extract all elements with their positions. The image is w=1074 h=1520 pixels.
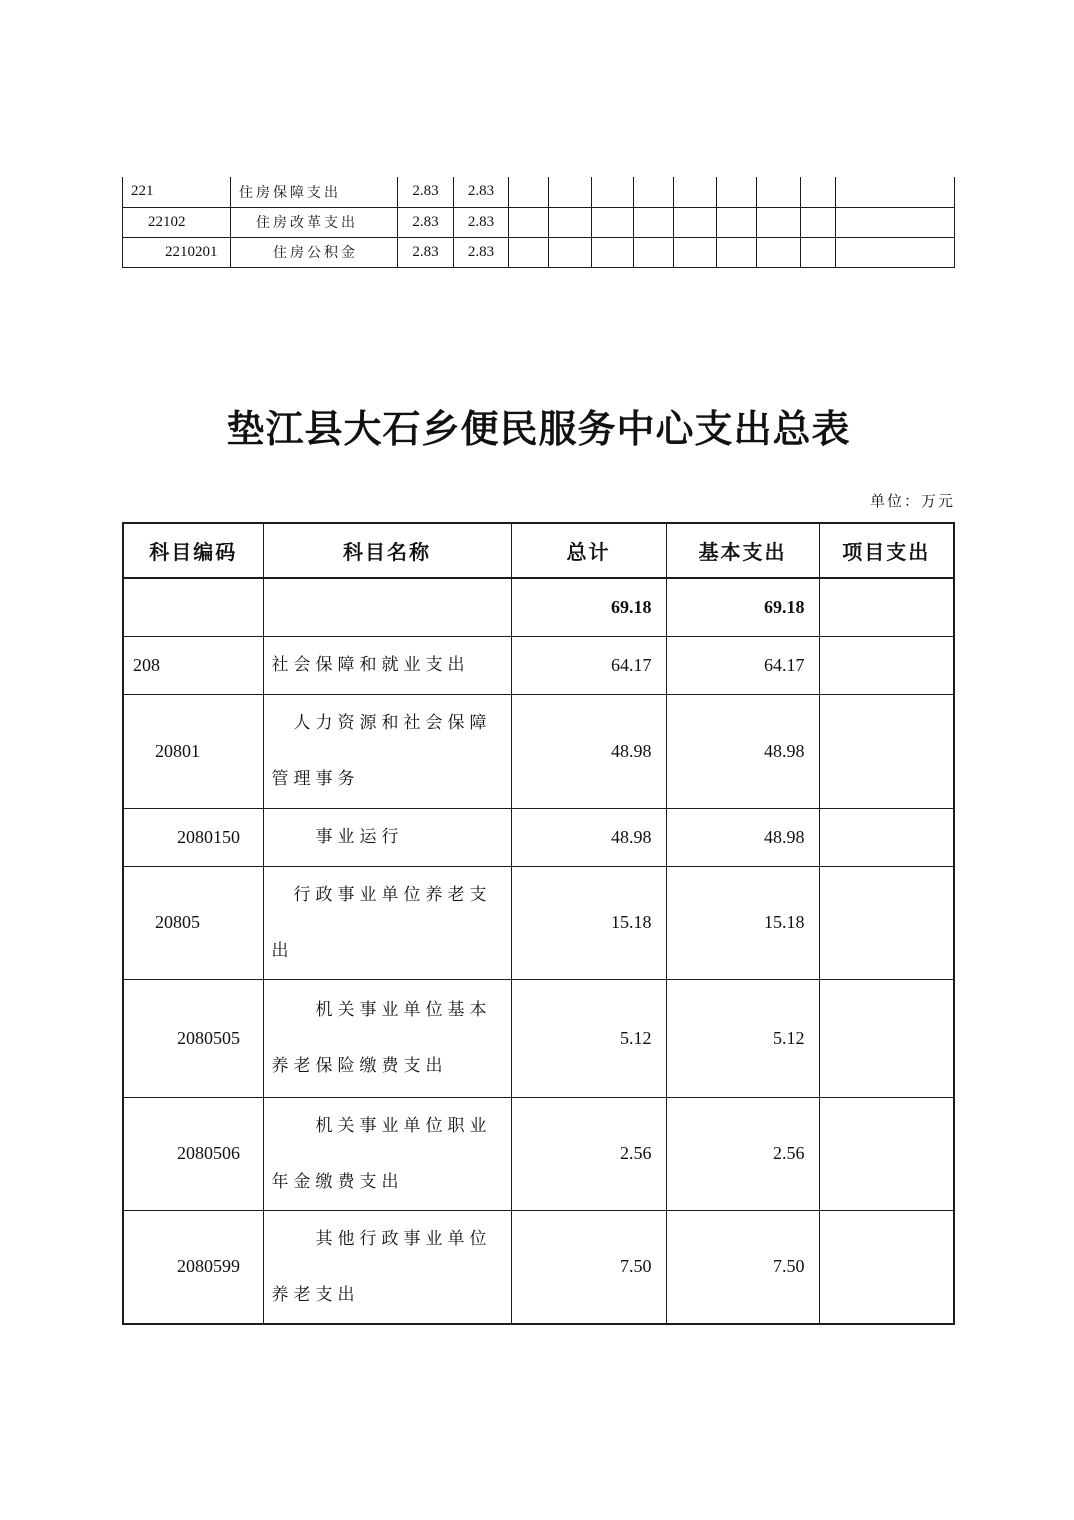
empty-cell (674, 177, 717, 207)
table-row (123, 636, 954, 694)
empty-cell (717, 177, 757, 207)
table-row (123, 808, 954, 866)
empty-cell (509, 237, 549, 267)
empty-cell (674, 207, 717, 237)
table-row (123, 694, 954, 808)
project-cell (819, 636, 954, 694)
code-cell (123, 578, 263, 636)
empty-cell (836, 237, 955, 267)
header-row (123, 523, 954, 578)
name-cell: 住房公积金 (231, 237, 398, 267)
empty-cell (592, 237, 634, 267)
total-cell: 7.50 (511, 1210, 666, 1324)
empty-cell (757, 237, 801, 267)
basic-cell: 5.12 (666, 979, 819, 1097)
empty-cell (549, 237, 592, 267)
basic-cell: 2.83 (454, 207, 509, 237)
basic-cell: 2.83 (454, 237, 509, 267)
total-cell: 48.98 (511, 694, 666, 808)
code-cell: 2080150 (123, 808, 263, 866)
header-basic: 基本支出 (666, 523, 819, 578)
project-cell (819, 1210, 954, 1324)
empty-cell (509, 177, 549, 207)
empty-cell (592, 207, 634, 237)
name-cell: 事业运行 (263, 808, 511, 866)
main-table (122, 522, 955, 1325)
code-cell: 2080599 (123, 1210, 263, 1324)
table-row (123, 866, 954, 979)
basic-cell: 15.18 (666, 866, 819, 979)
name-cell: 住房改革支出 (231, 207, 398, 237)
project-cell (819, 578, 954, 636)
empty-cell (757, 207, 801, 237)
basic-cell: 2.56 (666, 1097, 819, 1210)
empty-cell (634, 207, 674, 237)
empty-cell (634, 177, 674, 207)
empty-cell (836, 177, 955, 207)
project-cell (819, 866, 954, 979)
empty-cell (674, 237, 717, 267)
code-cell: 22102 (123, 207, 231, 237)
header-name: 科目名称 (263, 523, 511, 578)
code-cell: 208 (123, 636, 263, 694)
code-cell: 2210201 (123, 237, 231, 267)
total-cell: 2.83 (398, 237, 454, 267)
empty-cell (549, 177, 592, 207)
table-row (123, 578, 954, 636)
name-cell: 住房保障支出 (231, 177, 398, 207)
name-cell: 社会保障和就业支出 (263, 636, 511, 694)
project-cell (819, 1097, 954, 1210)
total-cell: 69.18 (511, 578, 666, 636)
name-cell: 机关事业单位职业年金缴费支出 (263, 1097, 511, 1210)
code-cell: 2080506 (123, 1097, 263, 1210)
unit-label: 单位：万元 (869, 494, 955, 510)
name-cell (263, 578, 511, 636)
total-cell: 48.98 (511, 808, 666, 866)
table-row (123, 177, 955, 207)
empty-cell (634, 237, 674, 267)
top-table (122, 177, 955, 268)
empty-cell (717, 207, 757, 237)
name-cell: 机关事业单位基本养老保险缴费支出 (263, 979, 511, 1097)
table-row (123, 979, 954, 1097)
table-row (123, 1210, 954, 1324)
empty-cell (801, 177, 836, 207)
total-cell: 2.83 (398, 177, 454, 207)
table-row (123, 1097, 954, 1210)
basic-cell: 2.83 (454, 177, 509, 207)
project-cell (819, 808, 954, 866)
empty-cell (801, 207, 836, 237)
empty-cell (801, 237, 836, 267)
name-cell: 人力资源和社会保障管理事务 (263, 694, 511, 808)
project-cell (819, 979, 954, 1097)
basic-cell: 7.50 (666, 1210, 819, 1324)
table-row (123, 237, 955, 267)
header-project: 项目支出 (819, 523, 954, 578)
empty-cell (592, 177, 634, 207)
empty-cell (549, 207, 592, 237)
header-code: 科目编码 (123, 523, 263, 578)
code-cell: 2080505 (123, 979, 263, 1097)
header-total: 总计 (511, 523, 666, 578)
code-cell: 20805 (123, 866, 263, 979)
name-cell: 行政事业单位养老支出 (263, 866, 511, 979)
table-row (123, 207, 955, 237)
empty-cell (757, 177, 801, 207)
basic-cell: 69.18 (666, 578, 819, 636)
basic-cell: 48.98 (666, 808, 819, 866)
total-cell: 64.17 (511, 636, 666, 694)
project-cell (819, 694, 954, 808)
empty-cell (717, 237, 757, 267)
total-cell: 2.56 (511, 1097, 666, 1210)
empty-cell (509, 207, 549, 237)
total-cell: 15.18 (511, 866, 666, 979)
total-cell: 2.83 (398, 207, 454, 237)
code-cell: 20801 (123, 694, 263, 808)
total-cell: 5.12 (511, 979, 666, 1097)
page-title: 垫江县大石乡便民服务中心支出总表 (226, 409, 851, 451)
basic-cell: 64.17 (666, 636, 819, 694)
code-cell: 221 (123, 177, 231, 207)
empty-cell (836, 207, 955, 237)
name-cell: 其他行政事业单位养老支出 (263, 1210, 511, 1324)
basic-cell: 48.98 (666, 694, 819, 808)
